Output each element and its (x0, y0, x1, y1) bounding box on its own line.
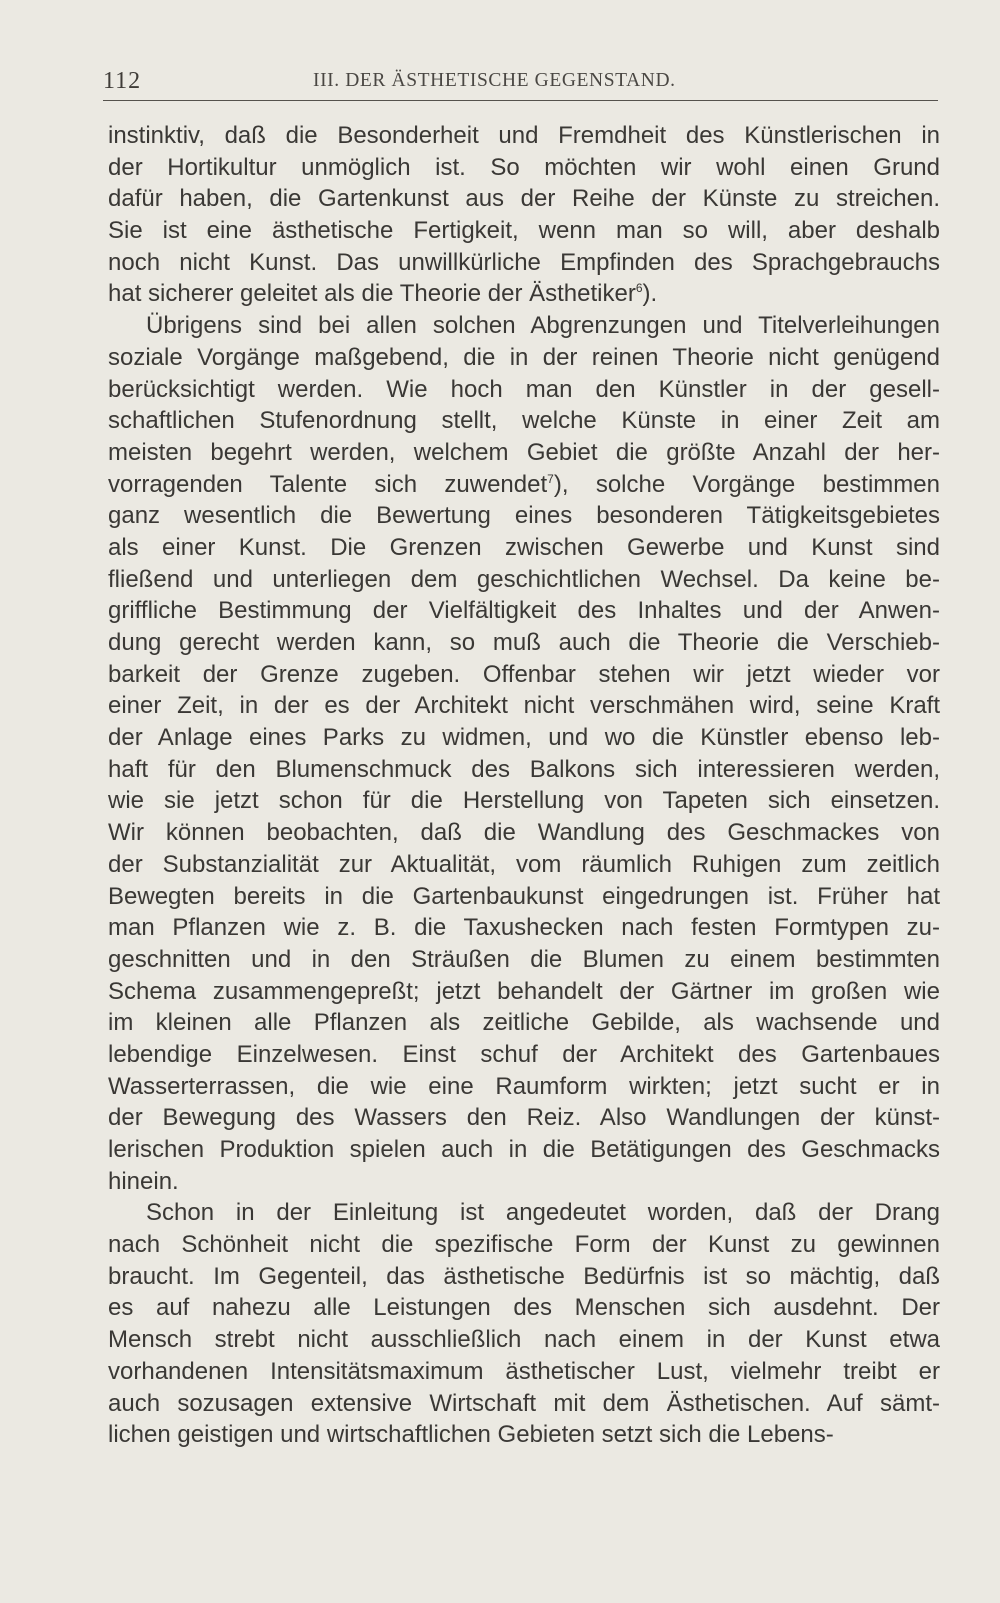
line-text: Wasserterrassen, die wie eine Raumform wirkten; jetzt sucht er in (108, 1072, 940, 1100)
line-text: griffliche Bestimmung der Vielfältigkeit des Inhaltes und der Anwen- (108, 597, 940, 625)
line-text: es auf nahezu alle Leistungen des Menschen sich ausdehnt. Der (108, 1294, 940, 1322)
text-line (108, 247, 940, 279)
text-line (108, 1071, 940, 1103)
line-text: lichen geistigen und wirtschaftlichen Gebieten setzt sich die Lebens- (108, 1421, 834, 1449)
line-text: haft für den Blumenschmuck des Balkons sich interessieren werden, (108, 755, 940, 783)
text-line (108, 1039, 940, 1071)
text-line (108, 1134, 940, 1166)
text-line (108, 564, 940, 596)
line-text: im kleinen alle Pflanzen als zeitliche Gebilde, als wachsende und (108, 1009, 940, 1037)
line-text: geschnitten und in den Sträußen die Blumen zu einem bestimmten (108, 945, 940, 973)
page-number: 112 (103, 68, 142, 94)
text-line (108, 1166, 940, 1198)
text-line (108, 1356, 940, 1388)
line-text: dung gerecht werden kann, so muß auch die Theorie die Verschieb- (108, 629, 940, 656)
text-line (108, 690, 940, 722)
text-line (108, 1292, 940, 1324)
text-line (108, 183, 940, 215)
text-line (108, 1261, 940, 1293)
line-text: Wir können beobachten, daß die Wandlung des Geschmackes von (108, 819, 940, 847)
text-line (108, 405, 940, 437)
text-line (108, 627, 940, 659)
text-line (108, 532, 940, 564)
text-line (108, 1197, 940, 1229)
text-line (108, 500, 940, 532)
line-text: soziale Vorgänge maßgebend, die in der reinen Theorie nicht genügend (108, 343, 940, 371)
line-text: lerischen Produktion spielen auch in die Betätigungen des Geschmacks (108, 1136, 940, 1163)
body-text (108, 120, 940, 1451)
line-text: vorragenden Talente sich zuwendet (108, 470, 548, 498)
text-line (108, 722, 940, 754)
text-line (108, 912, 940, 944)
line-text: noch nicht Kunst. Das unwillkürliche Empfinden des Sprachgebrauchs (108, 248, 940, 276)
line-text: braucht. Im Gegenteil, das ästhetische Bedürfnis ist so mächtig, daß (108, 1262, 940, 1290)
line-text: fließend und unterliegen dem geschichtlichen Wechsel. Da keine be- (108, 565, 940, 593)
text-line (108, 1324, 940, 1356)
line-text: meisten begehrt werden, welchem Gebiet die größte Anzahl der her- (108, 438, 940, 466)
line-text: Bewegten bereits in die Gartenbaukunst eingedrungen ist. Früher hat (108, 882, 940, 910)
line-text: der Hortikultur unmöglich ist. So möchten wir wohl einen Grund (108, 153, 940, 181)
line-text: Übrigens sind bei allen solchen Abgrenzungen und Titelverleihungen (146, 312, 940, 340)
line-text: Sie ist eine ästhetische Fertigkeit, wenn man so will, aber deshalb (108, 217, 940, 245)
text-line (108, 310, 940, 342)
text-line (108, 215, 940, 247)
line-text: der Bewegung des Wassers den Reiz. Also Wandlungen der künst- (108, 1104, 940, 1132)
text-line (108, 152, 940, 184)
text-line (108, 342, 940, 374)
text-line (108, 120, 940, 152)
text-line (108, 595, 940, 627)
line-text: hat sicherer geleitet als die Theorie der Ästhetiker (108, 280, 636, 308)
text-line (108, 881, 940, 913)
text-line (108, 754, 940, 786)
line-text: einer Zeit, in der es der Architekt nicht verschmähen wird, seine Kraft (108, 692, 940, 720)
text-line (108, 1419, 940, 1451)
text-line (108, 817, 940, 849)
line-text: der Substanzialität zur Aktualität, vom räumlich Ruhigen zum zeitlich (108, 850, 940, 878)
text-line (108, 785, 940, 817)
line-text: man Pflanzen wie z. B. die Taxushecken nach festen Formtypen zu- (108, 914, 940, 942)
line-text: Mensch strebt nicht ausschließlich nach einem in der Kunst etwa (108, 1326, 940, 1354)
text-line (108, 944, 940, 976)
line-text: vorhandenen Intensitätsmaximum ästhetischer Lust, vielmehr treibt er (108, 1357, 940, 1385)
line-text: nach Schönheit nicht die spezifische Form der Kunst zu gewinnen (108, 1231, 940, 1259)
running-head: III. DER ÄSTHETISCHE GEGENSTAND. (313, 70, 676, 91)
text-line (108, 976, 940, 1008)
line-text: der Anlage eines Parks zu widmen, und wo die Künstler ebenso leb- (108, 724, 940, 752)
footnote-marker: 7 (547, 471, 554, 486)
line-text: berücksichtigt werden. Wie hoch man den Künstler in der gesell- (108, 375, 940, 403)
text-line (108, 469, 940, 501)
text-line (108, 278, 940, 310)
line-text-after-footnote: ). (642, 280, 658, 308)
line-text: Schema zusammengepreßt; jetzt behandelt der Gärtner im großen wie (108, 977, 940, 1005)
text-line (108, 374, 940, 406)
line-text: Schon in der Einleitung ist angedeutet worden, daß der Drang (146, 1199, 940, 1227)
text-line (108, 659, 940, 691)
line-text-after-footnote: ), solche Vorgänge bestimmen (553, 470, 940, 498)
text-line (108, 437, 940, 469)
line-text: als einer Kunst. Die Grenzen zwischen Gewerbe und Kunst sind (108, 533, 940, 561)
text-line (108, 1102, 940, 1134)
text-line (108, 1007, 940, 1039)
page-header (103, 66, 938, 101)
text-line (108, 1388, 940, 1420)
line-text: hinein. (108, 1167, 179, 1195)
footnote-marker: 6 (635, 281, 643, 296)
line-text: instinktiv, daß die Besonderheit und Fremdheit des Künstlerischen in (108, 122, 940, 149)
line-text: ganz wesentlich die Bewertung eines besonderen Tätigkeitsgebietes (108, 502, 940, 530)
line-text: barkeit der Grenze zugeben. Offenbar stehen wir jetzt wieder vor (108, 660, 940, 688)
line-text: auch sozusagen extensive Wirtschaft mit dem Ästhetischen. Auf sämt- (108, 1389, 940, 1417)
line-text: wie sie jetzt schon für die Herstellung von Tapeten sich einsetzen. (108, 787, 940, 815)
text-line (108, 849, 940, 881)
text-line (108, 1229, 940, 1261)
line-text: dafür haben, die Gartenkunst aus der Reihe der Künste zu streichen. (108, 185, 940, 213)
line-text: schaftlichen Stufenordnung stellt, welche Künste in einer Zeit am (108, 407, 940, 435)
line-text: lebendige Einzelwesen. Einst schuf der Architekt des Gartenbaues (108, 1040, 940, 1068)
